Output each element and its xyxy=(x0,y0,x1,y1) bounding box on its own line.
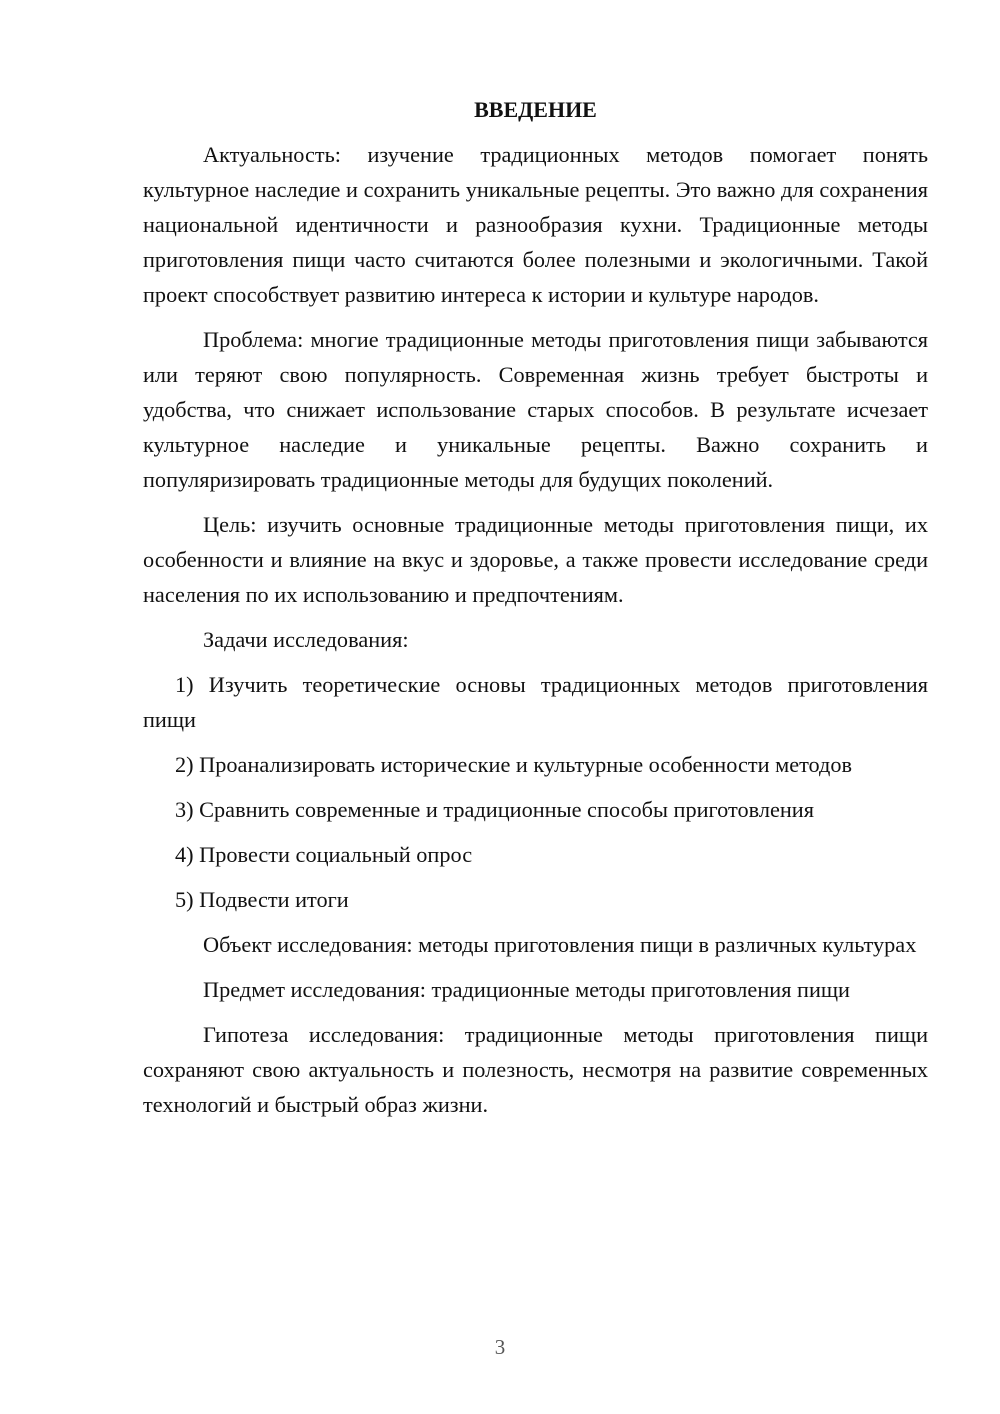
task-item: 5) Подвести итоги xyxy=(175,887,349,912)
goal-paragraph: Цель: изучить основные традиционные методы приготовления пищи, их особенности и влияние на вкус и здоровье, а также провести исследование среди населения по их использованию и предпочтениям. xyxy=(143,512,928,607)
relevance-paragraph: Актуальность: изучение традиционных методов помогает понять культурное наследие и сохранить уникальные рецепты. Это важно для сохранения национальной идентичности и разнообразия кухни. Традиционные методы приготовления пищи часто считаются более полезными и экологичными. Такой проект способствует развитию интереса к истории и культуре народов. xyxy=(143,142,928,307)
task-item: 4) Провести социальный опрос xyxy=(175,842,473,867)
page-number: 3 xyxy=(494,1335,506,1359)
task-item: 1) Изучить теоретические основы традиционных методов приготовления пищи xyxy=(143,672,928,732)
hypothesis-paragraph: Гипотеза исследования: традиционные методы приготовления пищи сохраняют свою актуальность и полезность, несмотря на развитие современных технологий и быстрый образ жизни. xyxy=(143,1022,928,1117)
tasks-title: Задачи исследования: xyxy=(203,627,409,652)
task-item: 2) Проанализировать исторические и культурные особенности методов xyxy=(175,752,853,777)
task-item: 3) Сравнить современные и традиционные способы приготовления xyxy=(175,797,814,822)
page-heading: ВВЕДЕНИЕ xyxy=(474,97,597,122)
problem-paragraph: Проблема: многие традиционные методы приготовления пищи забываются или теряют свою популярность. Современная жизнь требует быстроты и удобства, что снижает использование старых способов. В результате исчезает культурное наследие и уникальные рецепты. Важно сохранить и популяризировать традиционные методы для будущих поколений. xyxy=(143,327,928,492)
page-content xyxy=(143,92,928,1132)
object-paragraph: Объект исследования: методы приготовления пищи в различных культурах xyxy=(203,932,917,957)
subject-paragraph: Предмет исследования: традиционные методы приготовления пищи xyxy=(203,977,850,1002)
